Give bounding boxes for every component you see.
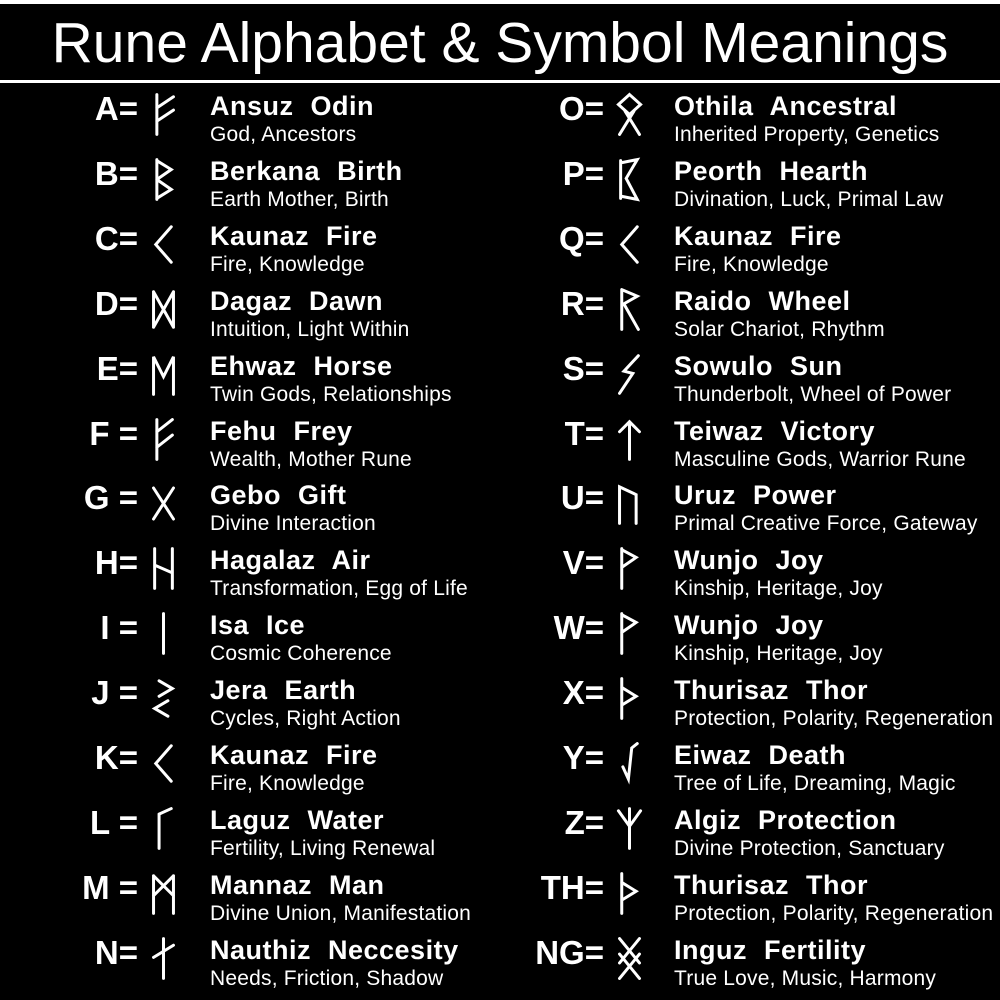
rune-text-block [210,805,480,861]
rune-entry [508,221,1000,277]
letter-label: M = [82,868,138,906]
rune-name: Jera Earth [210,675,357,706]
rune-meaning: Thunderbolt, Wheel of Power [674,382,952,406]
rune-meaning: Masculine Gods, Warrior Rune [674,447,966,471]
othila-rune-icon [614,91,664,137]
rune-text-block [674,416,1000,472]
letter-label: Q= [559,219,604,257]
thurisaz-rune-icon [614,675,664,721]
rune-name: Algiz Protection [674,804,897,835]
rune-column-left [0,91,480,991]
ehwaz-rune-icon [148,351,200,397]
letter-label: G = [83,479,138,517]
ansuz-rune-icon [148,91,200,137]
rune-meaning: Needs, Friction, Shadow [210,966,444,990]
rune-text-block [674,480,1000,536]
letter-label: A= [94,90,138,127]
rune-entry [508,870,1000,926]
rune-name: Teiwaz Victory [674,415,876,446]
fehu-rune-icon [148,416,200,462]
rune-text-block [674,610,1000,666]
letter-label: O= [559,90,604,127]
rune-entry [62,221,480,277]
top-border-line [0,0,1000,4]
rune-name: Wunjo Joy [674,610,824,641]
rune-entry [508,286,1000,342]
rune-name: Ansuz Odin [210,91,374,121]
rune-text-block [674,675,1000,731]
letter-label: Z= [564,803,604,841]
rune-text-block [674,740,1000,796]
rune-text-block [210,221,480,277]
rune-entry [508,91,1000,147]
rune-meaning: Divine Interaction [210,512,376,536]
letter-label: TH= [540,868,604,906]
peorth-rune-icon [614,156,664,202]
wunjo-rune-icon [614,610,664,656]
sowulo-rune-icon [614,351,664,397]
algiz-rune-icon [614,805,664,851]
rune-name: Hagalaz Air [210,545,371,576]
rune-meaning: Tree of Life, Dreaming, Magic [674,772,956,796]
dagaz-rune-icon [148,286,200,332]
page-title: Rune Alphabet & Symbol Meanings [51,11,949,75]
rune-text-block [210,870,480,926]
berkana-rune-icon [148,156,200,202]
rune-meaning: Kinship, Heritage, Joy [674,642,883,666]
rune-entry [508,805,1000,861]
teiwaz-rune-icon [614,416,664,462]
letter-label: S= [562,349,604,387]
uruz-rune-icon [614,480,664,526]
rune-text-block [210,740,480,796]
laguz-rune-icon [148,805,200,851]
rune-meaning: Cycles, Right Action [210,707,401,731]
rune-name: Fehu Frey [210,415,353,446]
rune-entry [62,870,480,926]
rune-meaning: Kinship, Heritage, Joy [674,577,883,601]
rune-table [0,91,1000,991]
mannaz-rune-icon [148,870,200,916]
rune-name: Laguz Water [210,804,385,835]
rune-meaning: Twin Gods, Relationships [210,382,452,406]
rune-text-block [210,480,480,536]
rune-entry [508,480,1000,536]
rune-meaning: Solar Chariot, Rhythm [674,317,885,341]
rune-meaning: Fire, Knowledge [674,252,829,276]
rune-name: Dagaz Dawn [210,285,384,316]
hagalaz-rune-icon [148,545,200,591]
isa-rune-icon [148,610,200,656]
rune-meaning: Divine Protection, Sanctuary [674,837,945,861]
letter-label: P= [562,154,604,192]
rune-text-block [674,351,1000,407]
rune-meaning: Divine Union, Manifestation [210,901,472,925]
rune-name: Othila Ancestral [674,91,898,121]
letter-label: T= [564,414,604,452]
rune-name: Thurisaz Thor [674,675,869,706]
rune-entry [62,91,480,147]
rune-entry [508,740,1000,796]
rune-entry [62,416,480,472]
letter-label: C= [94,219,138,257]
rune-entry [62,545,480,601]
rune-meaning: Cosmic Coherence [210,642,392,666]
rune-meaning: God, Ancestors [210,123,357,147]
rune-column-right [480,91,1000,991]
rune-text-block [674,805,1000,861]
letter-label: E= [96,349,138,387]
jera-rune-icon [148,675,200,721]
rune-entry [508,351,1000,407]
letter-label: X= [562,674,604,712]
rune-text-block [674,545,1000,601]
letter-label: H= [94,544,138,582]
letter-label: W= [553,609,604,647]
eiwaz-rune-icon [614,740,664,786]
letter-label: V= [562,544,604,582]
rune-text-block [210,286,480,342]
rune-entry [62,156,480,212]
nauthiz-rune-icon [148,935,200,981]
letter-label: N= [94,933,138,971]
rune-name: Kaunaz Fire [210,740,378,771]
rune-entry [508,675,1000,731]
rune-name: Gebo Gift [210,480,347,511]
kaunaz-rune-icon [148,740,200,786]
letter-label: F = [89,414,138,452]
letter-label: J = [91,674,138,712]
letter-label: R= [560,284,604,322]
rune-entry [62,286,480,342]
rune-text-block [674,870,1000,926]
title-underline [0,80,1000,83]
rune-name: Raido Wheel [674,285,851,316]
rune-entry [508,416,1000,472]
letter-label: I = [100,609,138,647]
letter-label: K= [94,739,138,777]
rune-entry [62,480,480,536]
rune-meaning: Fire, Knowledge [210,772,365,796]
rune-text-block [674,91,1000,147]
rune-text-block [210,91,480,147]
rune-name: Isa Ice [210,610,306,641]
rune-meaning: Divination, Luck, Primal Law [674,187,944,211]
rune-name: Kaunaz Fire [674,220,842,251]
rune-entry [508,545,1000,601]
rune-name: Uruz Power [674,480,837,511]
rune-entry [508,610,1000,666]
rune-meaning: Protection, Polarity, Regeneration [674,707,994,731]
rune-meaning: Primal Creative Force, Gateway [674,512,978,536]
kaunaz-rune-icon [148,221,200,267]
letter-label: NG= [535,933,604,971]
rune-meaning: Earth Mother, Birth [210,187,389,211]
rune-text-block [210,416,480,472]
rune-text-block [674,935,1000,991]
letter-label: U= [560,479,604,517]
rune-name: Thurisaz Thor [674,869,869,900]
gebo-rune-icon [148,480,200,526]
rune-meaning: Wealth, Mother Rune [210,447,412,471]
rune-text-block [210,351,480,407]
rune-name: Kaunaz Fire [210,220,378,251]
raido-rune-icon [614,286,664,332]
rune-text-block [210,610,480,666]
rune-entry [62,675,480,731]
letter-label: D= [94,284,138,322]
rune-name: Peorth Hearth [674,155,869,186]
rune-name: Eiwaz Death [674,740,847,771]
rune-meaning: True Love, Music, Harmony [674,966,937,990]
rune-text-block [674,221,1000,277]
rune-meaning: Inherited Property, Genetics [674,123,940,147]
rune-meaning: Protection, Polarity, Regeneration [674,901,994,925]
rune-name: Wunjo Joy [674,545,824,576]
rune-text-block [674,156,1000,212]
rune-text-block [210,156,480,212]
wunjo-rune-icon [614,545,664,591]
rune-entry [62,740,480,796]
rune-entry [508,156,1000,212]
letter-label: Y= [562,739,604,777]
rune-name: Mannaz Man [210,869,385,900]
thurisaz-rune-icon [614,870,664,916]
rune-meaning: Intuition, Light Within [210,317,410,341]
rune-text-block [210,935,480,991]
rune-text-block [210,675,480,731]
rune-entry [62,610,480,666]
rune-name: Sowulo Sun [674,350,843,381]
inguz-rune-icon [614,935,664,981]
rune-meaning: Fire, Knowledge [210,252,365,276]
letter-label: B= [94,154,138,192]
letter-label: L = [89,803,138,841]
rune-name: Nauthiz Neccesity [210,934,459,965]
rune-text-block [674,286,1000,342]
rune-entry [508,935,1000,991]
rune-text-block [210,545,480,601]
rune-name: Inguz Fertility [674,934,866,965]
rune-entry [62,351,480,407]
rune-name: Berkana Birth [210,155,403,186]
rune-meaning: Fertility, Living Renewal [210,837,436,861]
kaunaz-rune-icon [614,221,664,267]
rune-meaning: Transformation, Egg of Life [210,577,468,601]
rune-name: Ehwaz Horse [210,350,393,381]
rune-entry [62,805,480,861]
rune-entry [62,935,480,991]
